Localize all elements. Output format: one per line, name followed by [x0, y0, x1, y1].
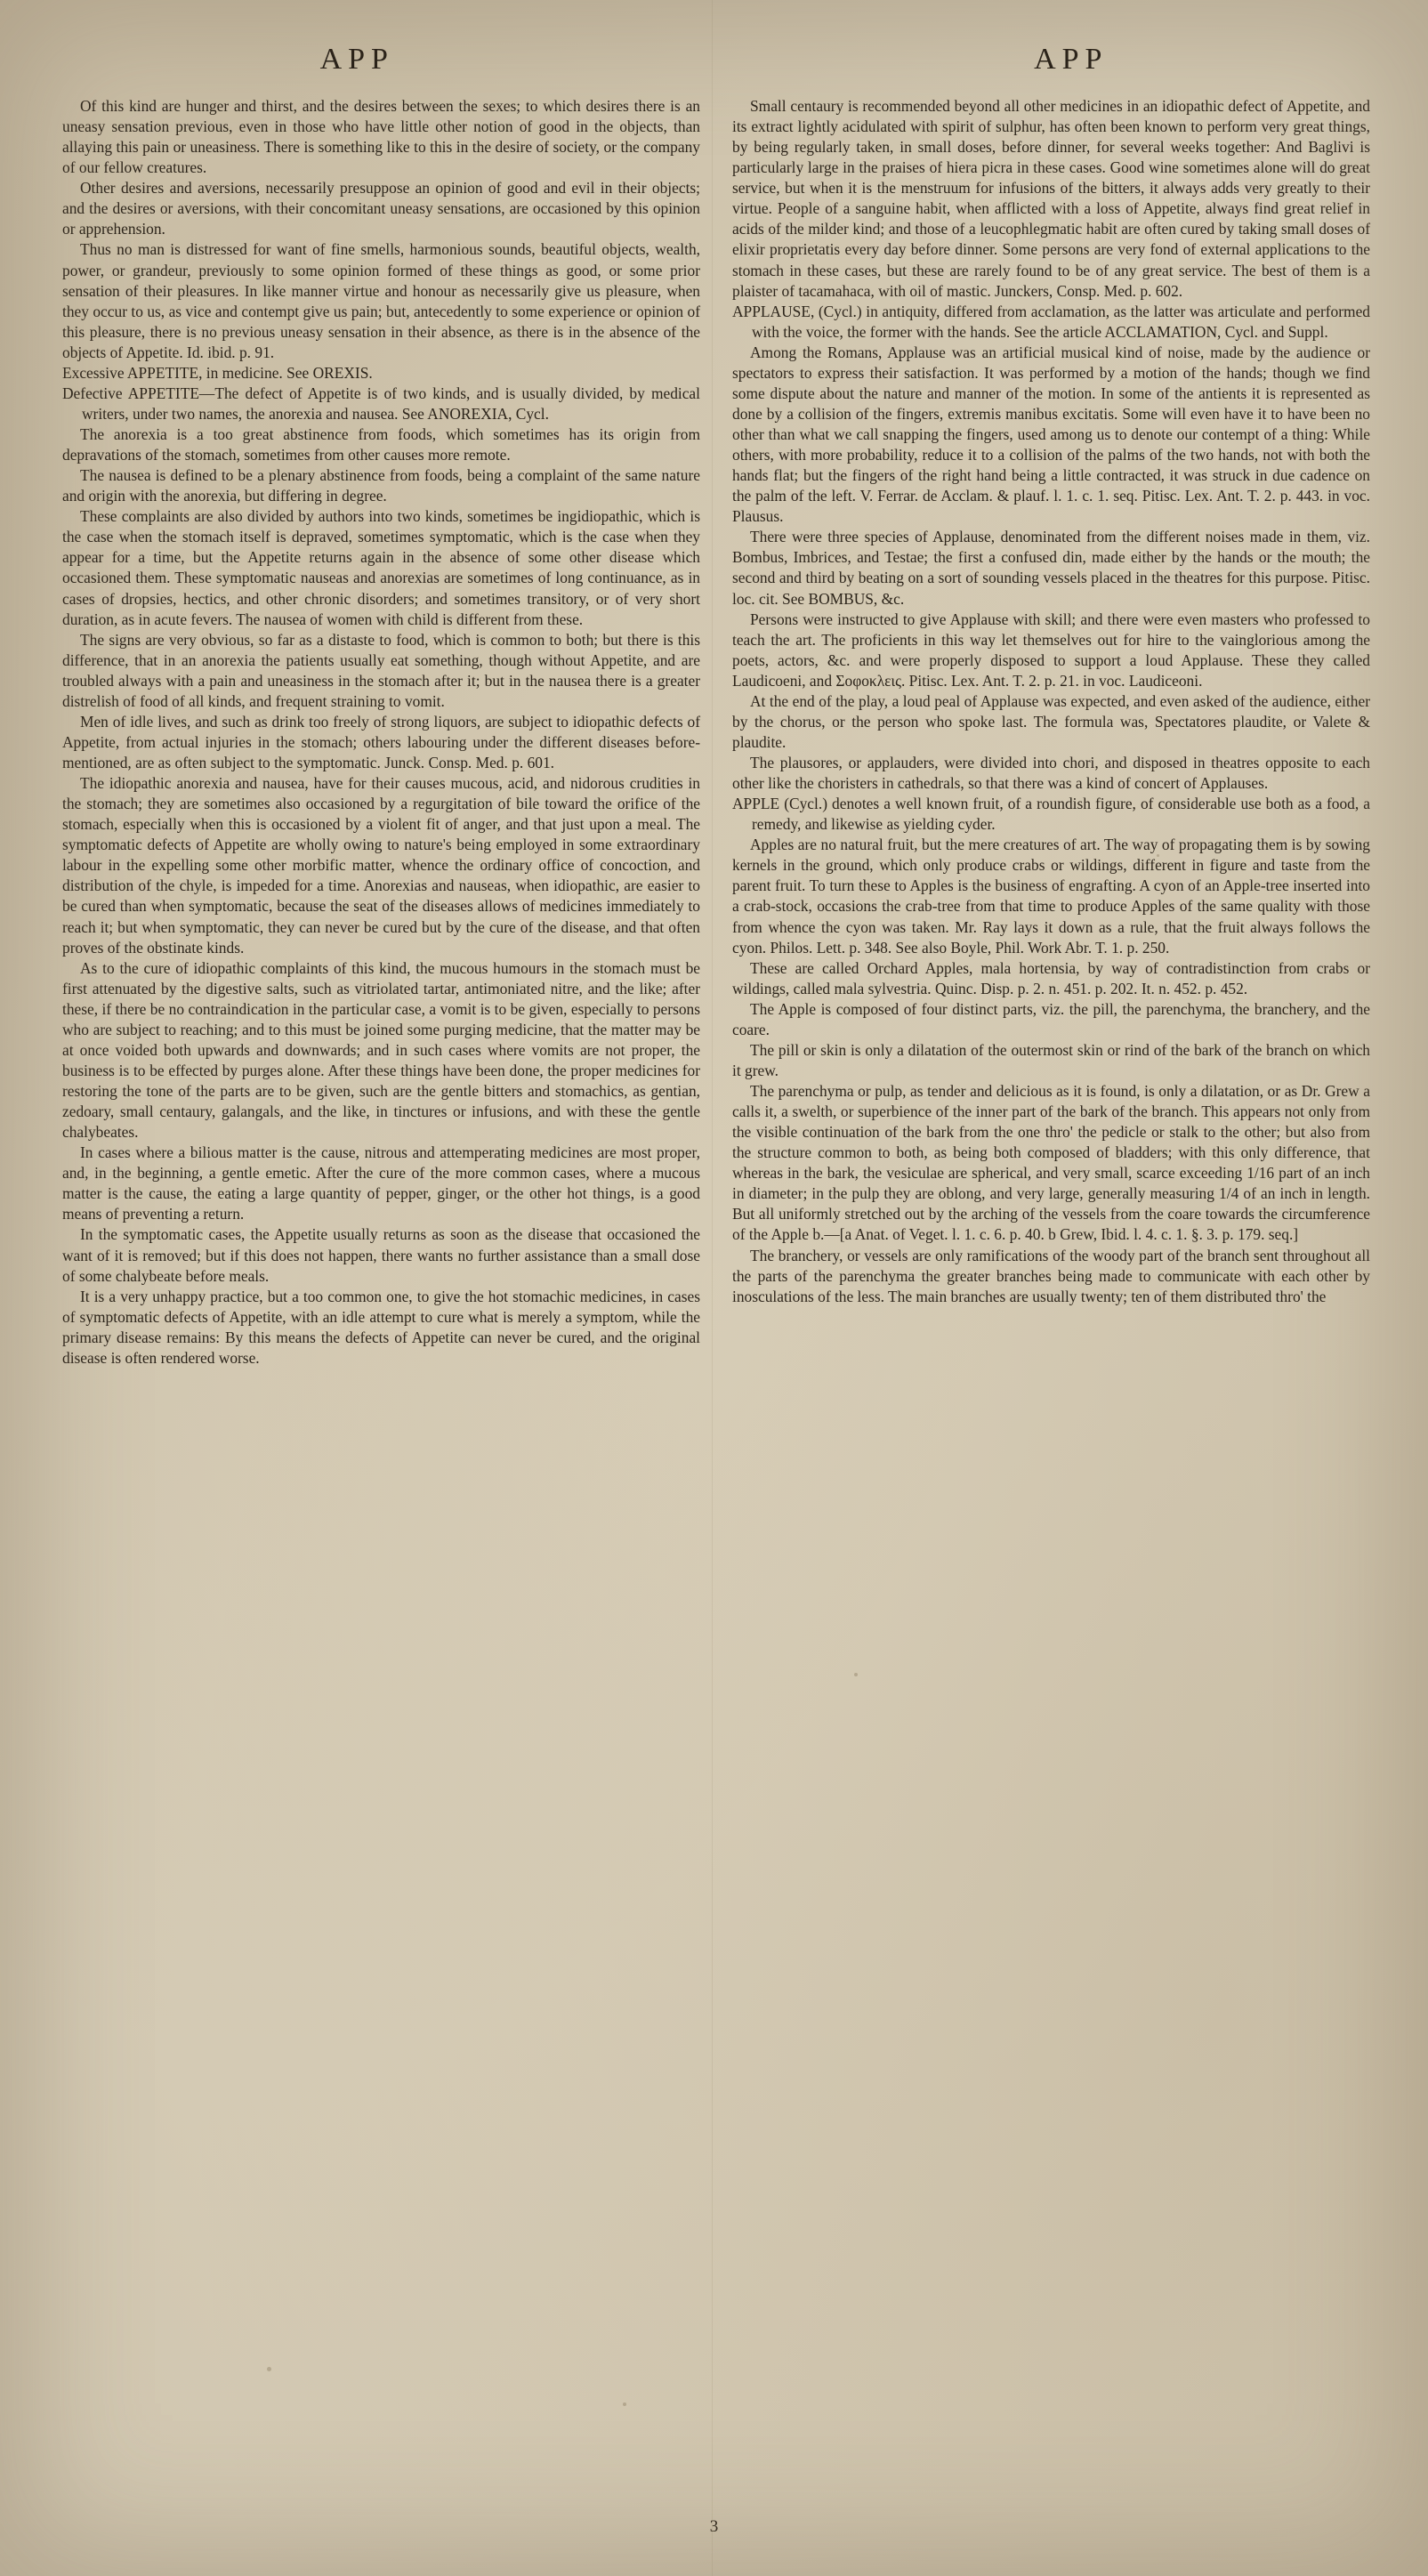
text-columns	[62, 96, 1370, 1369]
paragraph: Thus no man is distressed for want of fine smells, harmonious sounds, beautiful objects, wealth, power, or grandeur, previously to some opinion formed of these things as good, or some prior sensation of their pleasures. In like manner virtue and honour as necessarily give us pleasure, when they occur to us, as vice and contempt give us pain; but, antecedently to some experience or opinion of this pleasure, there is no previous uneasy sensation in their absence, as there is in the absence of the objects of Appetite. Id. ibid. p. 91.	[62, 240, 700, 361]
paragraph: Other desires and aversions, necessarily presuppose an opinion of good and evil in their objects; and the desires or aversions, with their concomitant uneasy sensations, are occasioned by this opinion or apprehension.	[62, 179, 700, 238]
entry-excessive-appetite: Excessive APPETITE, in medicine. See OREXIS.	[62, 363, 373, 382]
entry-apple: APPLE (Cycl.) denotes a well known fruit, of a roundish figure, of considerable use both as a food, a remedy, and likewise as yielding cyder.	[732, 795, 1370, 834]
paragraph: The anorexia is a too great abstinence from foods, which sometimes has its origin from depravations of the stomach, sometimes from other causes more remote.	[62, 425, 700, 464]
paragraph: The idiopathic anorexia and nausea, have for their causes mucous, acid, and nidorous crudities in the stomach; they are sometimes also occasioned by a regurgitation of bile toward the orifice of the stomach, especially when this is occasioned by a violent fit of anger, and that just upon a meal. The symptomatic defects of Appetite are wholly owing to nature's being employed in some extraordinary labour in the expelling some other morbific matter, whence the ordinary office of concoction, and distribution of the chyle, is impeded for a time. Anorexias and nauseas, when idiopathic, are easier to be cured than when symptomatic, because the seat of the diseases allows of medicines immediately to reach it; but when symptomatic, they can never be cured but by the cure of the disease, and that often proves of the obstinate kinds.	[62, 774, 700, 957]
paragraph: These are called Orchard Apples, mala hortensia, by way of contradistinction from crabs or wildings, called mala sylvestria. Quinc. Disp. p. 2. n. 451. p. 202. It. n. 452. p. 452.	[732, 958, 1370, 997]
paragraph: Persons were instructed to give Applause with skill; and there were even masters who professed to teach the art. The proficients in this way let themselves out for hire to the vainglorious among the poets, actors, &c. and were properly disposed to support a loud Applause. These they called Laudicoeni, and Σοφοκλεις. Pitisc. Lex. Ant. T. 2. p. 21. in voc. Laudiceoni.	[732, 610, 1370, 690]
paper-speck	[267, 2367, 271, 2371]
header-right: APP	[1034, 43, 1109, 76]
paragraph: Small centaury is recommended beyond all other medicines in an idiopathic defect of Appetite, and its extract lightly acidulated with spirit of sulphur, has often been known to perform very great things, by being regularly taken, in small doses, before dinner, for several weeks together: And Baglivi is particularly large in the praises of hiera picra in these cases. Good wine sometimes alone will do great service, but when it is the menstruum for infusions of the bitters, it always adds very greatly to their virtue. People of a sanguine habit, when afflicted with a loss of Appetite, always find great relief in acids of the milder kind; and those of a leucophlegmatic habit are often cured by taking small doses of elixir proprietatis every day before dinner. Some persons are very fond of external applications to the stomach in these cases, but these are rarely found to be of any great service. The best of them is a plaister of tacamahaca, with oil of mastic. Junckers, Consp. Med. p. 602.	[732, 97, 1370, 300]
paragraph: Among the Romans, Applause was an artificial musical kind of noise, made by the audience or spectators to express their satisfaction. It was performed by a motion of the hands; though we find some dispute about the nature and manner of the motion. In some of the antients it is represented as done by a collision of the fingers, extremis manibus excitatis. Some will even have it to have been no other than what we call snapping the fingers, used among us to denote our contempt of a thing: While others, with more probability, reduce it to a collision of the palms of the two hands, not with both the hands flat; but the fingers of the right hand being a little contracted, it was struck in due cadence on the palm of the left. V. Ferrar. de Acclam. & plauf. l. 1. c. 1. seq. Pitisc. Lex. Ant. T. 2. p. 443. in voc. Plausus.	[732, 343, 1370, 526]
paragraph: Of this kind are hunger and thirst, and the desires between the sexes; to which desires there is an uneasy sensation previous, even in those who have little other notion of good in the objects, than allaying this pain or uneasiness. There is something like to this in the desire of society, or the company of our fellow creatures.	[62, 97, 700, 177]
paragraph: It is a very unhappy practice, but a too common one, to give the hot stomachic medicines, in cases of symptomatic defects of Appetite, with an idle attempt to cure what is merely a symptom, while the primary disease remains: By this means the defects of Appetite can never be cured, and the original disease is often rendered worse.	[62, 1287, 700, 1367]
paragraph: The parenchyma or pulp, as tender and delicious as it is found, is only a dilatation, or as Dr. Grew a calls it, a swelth, or superbience of the inner part of the bark of the branch. This appears not only from the visible continuation of the bark from the one thro' the pedicle or stalk to the other; but also from the structure common to both, as being both composed of bladders; with this only difference, that whereas in the bark, the vesiculae are spherical, and very small, scarce exceeding 1/16 part of an inch in diameter; in the pulp they are oblong, and very large, generally measuring 1/4 of an inch in length. But all uniformly stretched out by the arching of the vessels from the coare towards the circumference of the Apple b.—[a Anat. of Veget. l. 1. c. 6. p. 40. b Grew, Ibid. l. 4. c. 1. §. 3. p. 179. seq.]	[732, 1082, 1370, 1244]
page-header	[0, 43, 1428, 77]
paragraph: As to the cure of idiopathic complaints of this kind, the mucous humours in the stomach must be first attenuated by the digestive salts, such as vitriolated tartar, antimoniated nitre, and the like; after these, if there be no contraindication in the particular case, a vomit is to be given, especially to persons who are subject to reaching; and to this must be joined some purging medicine, that the matter may be at once voided both upwards and downwards; and in such cases where vomits are not proper, the business is to be effected by purges alone. After these things have been done, the proper medicines for restoring the tone of the parts are to be given, such are the gentle bitters and stomachics, as gentian, zedoary, small centaury, galangals, and the like, in tinctures or infusions, and with these the gentle chalybeates.	[62, 958, 700, 1142]
paragraph: The signs are very obvious, so far as a distaste to food, which is common to both; but there is this difference, that in an anorexia the patients usually eat something, though without Appetite, and are troubled always with a pain and uneasiness in the stomach after it; but in the nausea there is a greater distrelish of food of all kinds, and frequent straining to vomit.	[62, 630, 700, 710]
left-column	[62, 96, 700, 1369]
paragraph: Apples are no natural fruit, but the mere creatures of art. The way of propagating them is by sowing kernels in the ground, which only produce crabs or wildings, different in figure and taste from the parent fruit. To turn these to Apples is the business of engrafting. A cyon of an Apple-tree inserted into a crab-stock, occasions the crab-tree from that time to produce Apples of the same quality with those from whence the cyon was taken. Mr. Ray lays it down as a rule, that the fruit always follows the cyon. Philos. Lett. p. 348. See also Boyle, Phil. Work Abr. T. 1. p. 250.	[732, 836, 1370, 957]
paragraph: At the end of the play, a loud peal of Applause was expected, and even asked of the audience, either by the chorus, or the person who spoke last. The formula was, Spectatores plaudite, or Valete & plaudite.	[732, 691, 1370, 751]
entry-defective-appetite: Defective APPETITE—The defect of Appetite is of two kinds, and is usually divided, by medical writers, under two names, the anorexia and nausea. See ANOREXIA, Cycl.	[62, 384, 700, 423]
paragraph: Men of idle lives, and such as drink too freely of strong liquors, are subject to idiopathic defects of Appetite, from actual injuries in the stomach; others labouring under the different diseases before-mentioned, are as often subject to the symptomatic. Junck. Consp. Med. p. 601.	[62, 712, 700, 771]
paper-speck	[623, 2402, 626, 2406]
header-left: APP	[319, 43, 394, 76]
page-number: 3	[709, 2517, 719, 2536]
paragraph: The branchery, or vessels are only ramifications of the woody part of the branch sent throughout all the parts of the parenchyma the greater branches being made to communicate with each other by inosculations of the less. The main branches are usually twenty; ten of them distributed thro' the	[732, 1246, 1370, 1305]
right-column	[732, 96, 1370, 1369]
paragraph: There were three species of Applause, denominated from the different noises made in them, viz. Bombus, Imbrices, and Testae; the first a confused din, made either by the hands or the mouth; the second and third by beating on a sort of sounding vessels placed in the theatres for this purpose. Pitisc. loc. cit. See BOMBUS, &c.	[732, 528, 1370, 608]
paragraph: In cases where a bilious matter is the cause, nitrous and attemperating medicines are most proper, and, in the beginning, a gentle emetic. After the cure of the more common cases, where a mucous matter is the cause, the eating a large quantity of pepper, ginger, or the other hot things, is a good means of preventing a return.	[62, 1143, 700, 1223]
paragraph: These complaints are also divided by authors into two kinds, sometimes be ingidiopathic, which is the case when the stomach itself is depraved, sometimes symptomatic, which is the case when they appear for a time, but the Appetite returns again in the absence of some other disease which occasioned them. These symptomatic nauseas and anorexias are sometimes of long continuance, as in cases of dropsies, hectics, and other chronic disorders; and sometimes transitory, or of very short duration, as in acute fevers. The nausea of women with child is different from these.	[62, 507, 700, 628]
entry-applause: APPLAUSE, (Cycl.) in antiquity, differed from acclamation, as the latter was articulate and performed with the voice, the former with the hands. See the article ACCLAMATION, Cycl. and Suppl.	[732, 302, 1370, 341]
paragraph: The pill or skin is only a dilatation of the outermost skin or rind of the bark of the branch on which it grew.	[732, 1040, 1370, 1079]
paragraph: The plausores, or applauders, were divided into chori, and disposed in theatres opposite to each other like the choristers in cathedrals, so that there was a kind of concert of Applauses.	[732, 754, 1370, 793]
paragraph: In the symptomatic cases, the Appetite usually returns as soon as the disease that occasioned the want of it is removed; but if this does not happen, there wants no further assistance than a small dose of some chalybeate before meals.	[62, 1225, 700, 1285]
paper-speck	[854, 1673, 858, 1676]
paragraph: The Apple is composed of four distinct parts, viz. the pill, the parenchyma, the branchery, and the coare.	[732, 999, 1370, 1038]
paragraph: The nausea is defined to be a plenary abstinence from foods, being a complaint of the same nature and origin with the anorexia, but differing in degree.	[62, 466, 700, 505]
